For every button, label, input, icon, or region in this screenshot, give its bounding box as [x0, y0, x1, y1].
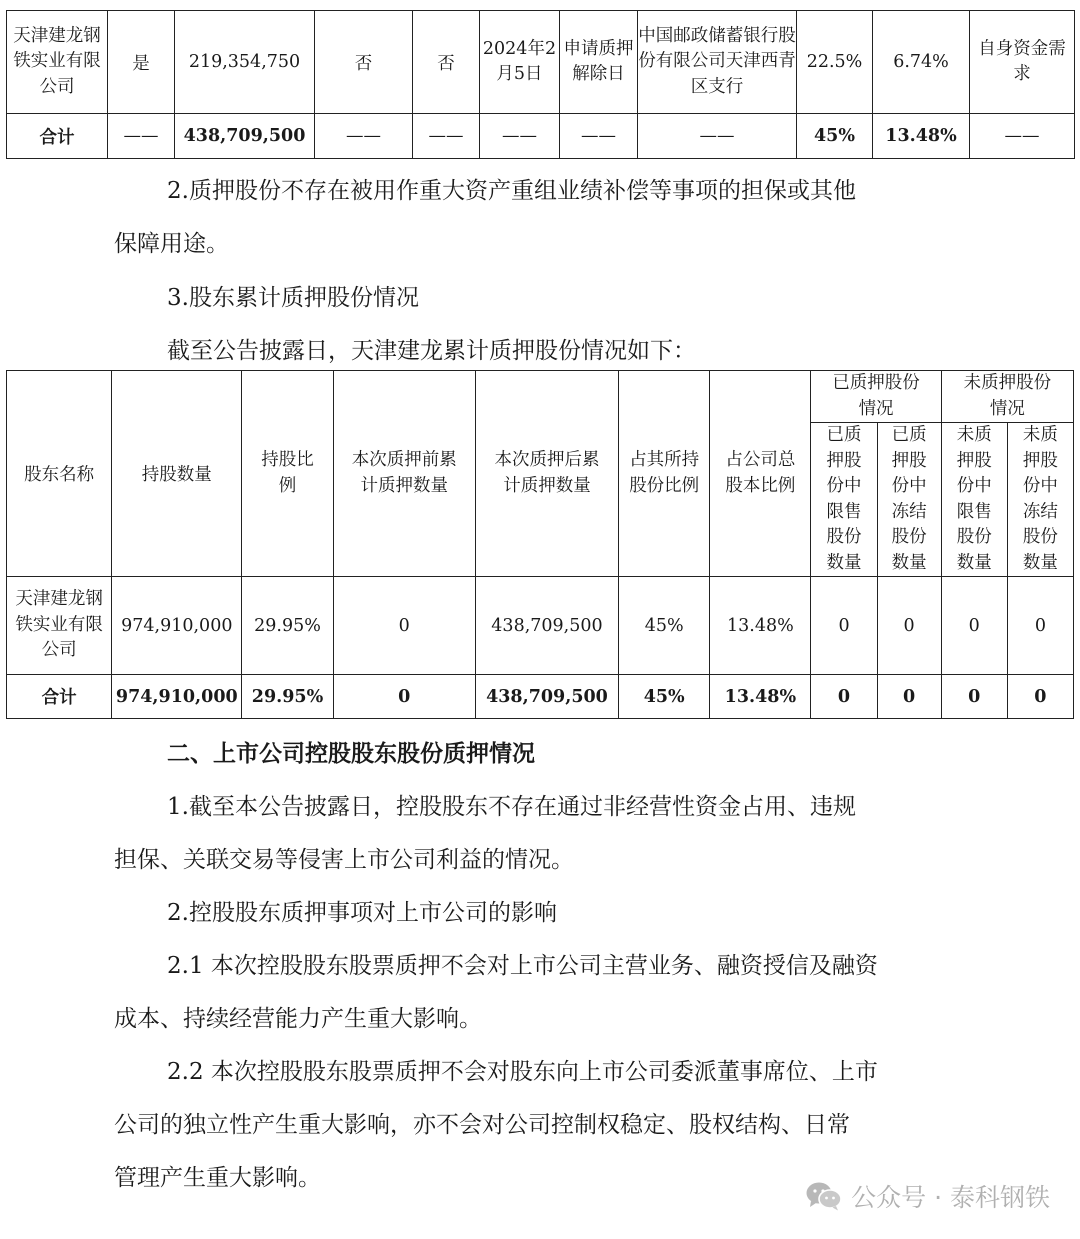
cell-total-pledged-frozen: 0 — [877, 675, 941, 719]
paragraph: 2.质押股份不存在被用作重大资产重组业绩补偿等事项的担保或其他 — [167, 178, 856, 204]
paragraph: 成本、持续经营能力产生重大影响。 — [114, 1006, 482, 1032]
cell-dash: —— — [413, 114, 480, 159]
cell-total-unpledged-restricted: 0 — [941, 675, 1007, 719]
cell-total-ratio: 29.95% — [242, 675, 333, 719]
cell-total-after: 438,709,500 — [475, 675, 618, 719]
header-holdings: 持股数量 — [112, 371, 242, 577]
pledge-detail-table — [6, 10, 1075, 159]
paragraph: 截至公告披露日，天津建龙累计质押股份情况如下： — [167, 338, 696, 364]
header-unpledged-group: 未质押股份情况 — [941, 371, 1073, 423]
cell-total-before: 0 — [333, 675, 475, 719]
cell-pct-total: 13.48% — [710, 577, 811, 675]
cell-pledged-frozen: 0 — [877, 577, 941, 675]
table-total-row — [7, 114, 1075, 159]
cell-after: 438,709,500 — [475, 577, 618, 675]
cell-is-controlling: 是 — [108, 11, 175, 114]
cell-total-name: 合计 — [7, 675, 112, 719]
header-unpledged-frozen: 未质押股份中冻结股份数量 — [1007, 423, 1073, 577]
cell-unpledged-frozen: 0 — [1007, 577, 1073, 675]
table-row — [7, 577, 1074, 675]
cell-start-date: 2024年2月5日 — [480, 11, 560, 114]
cell-pledgee: 中国邮政储蓄银行股份有限公司天津西青区支行 — [638, 11, 797, 114]
table-row — [7, 11, 1075, 114]
paragraph: 2.1 本次控股股东股票质押不会对上市公司主营业务、融资授信及融资 — [167, 953, 878, 979]
cell-unpledged-restricted: 0 — [941, 577, 1007, 675]
cell-end-date: 申请质押解除日 — [560, 11, 638, 114]
wechat-icon — [805, 1180, 843, 1212]
header-unpledged-restricted: 未质押股份中限售股份数量 — [941, 423, 1007, 577]
cell-name: 天津建龙钢铁实业有限公司 — [7, 577, 112, 675]
paragraph: 保障用途。 — [114, 231, 229, 257]
paragraph: 2.控股股东质押事项对上市公司的影响 — [167, 900, 557, 926]
header-name: 股东名称 — [7, 371, 112, 577]
cell-dash: —— — [480, 114, 560, 159]
paragraph: 2.2 本次控股股东股票质押不会对股东向上市公司委派董事席位、上市 — [167, 1059, 878, 1085]
cell-total-pct-own: 45% — [797, 114, 873, 159]
cell-is-supplementary: 否 — [413, 11, 480, 114]
cell-total-unpledged-frozen: 0 — [1007, 675, 1073, 719]
header-pledged-frozen: 已质押股份中冻结股份数量 — [877, 423, 941, 577]
cumulative-pledge-table — [6, 370, 1074, 719]
table-total-row — [7, 675, 1074, 719]
cell-purpose: 自身资金需求 — [970, 11, 1075, 114]
cell-dash: —— — [108, 114, 175, 159]
header-after: 本次质押后累计质押数量 — [475, 371, 618, 577]
cell-total-pct-total: 13.48% — [873, 114, 970, 159]
cell-pct-own: 45% — [619, 577, 710, 675]
cell-pct-total: 6.74% — [873, 11, 970, 114]
cell-total-pct-total: 13.48% — [710, 675, 811, 719]
paragraph: 管理产生重大影响。 — [114, 1165, 321, 1191]
paragraph: 1.截至本公告披露日，控股股东不存在通过非经营性资金占用、违规 — [167, 794, 856, 820]
paragraph: 担保、关联交易等侵害上市公司利益的情况。 — [114, 847, 574, 873]
cell-dash: —— — [315, 114, 413, 159]
paragraph: 公司的独立性产生重大影响，亦不会对公司控制权稳定、股权结构、日常 — [114, 1112, 850, 1138]
section-heading: 二、上市公司控股股东股份质押情况 — [167, 740, 535, 767]
cell-pledged-shares: 219,354,750 — [175, 11, 315, 114]
cell-total-pledged: 438,709,500 — [175, 114, 315, 159]
header-pct-own: 占其所持股份比例 — [619, 371, 710, 577]
table-header-row — [7, 371, 1074, 423]
header-ratio: 持股比例 — [242, 371, 333, 577]
cell-total-pledged-restricted: 0 — [811, 675, 877, 719]
header-pledged-group: 已质押股份情况 — [811, 371, 941, 423]
cell-shareholder: 天津建龙钢铁实业有限公司 — [7, 11, 108, 114]
cell-dash: —— — [970, 114, 1075, 159]
cell-pct-own: 22.5% — [797, 11, 873, 114]
cell-is-restricted: 否 — [315, 11, 413, 114]
header-pct-total: 占公司总股本比例 — [710, 371, 811, 577]
cell-total-label: 合计 — [7, 114, 108, 159]
watermark-text: 公众号 · 泰科钢铁 — [851, 1183, 1050, 1212]
watermark — [805, 1178, 1050, 1214]
paragraph: 3.股东累计质押股份情况 — [167, 285, 419, 311]
cell-ratio: 29.95% — [242, 577, 333, 675]
cell-pledged-restricted: 0 — [811, 577, 877, 675]
header-before: 本次质押前累计质押数量 — [333, 371, 475, 577]
cell-total-holdings: 974,910,000 — [112, 675, 242, 719]
cell-dash: —— — [560, 114, 638, 159]
cell-before: 0 — [333, 577, 475, 675]
header-pledged-restricted: 已质押股份中限售股份数量 — [811, 423, 877, 577]
cell-total-pct-own: 45% — [619, 675, 710, 719]
cell-dash: —— — [638, 114, 797, 159]
cell-holdings: 974,910,000 — [112, 577, 242, 675]
